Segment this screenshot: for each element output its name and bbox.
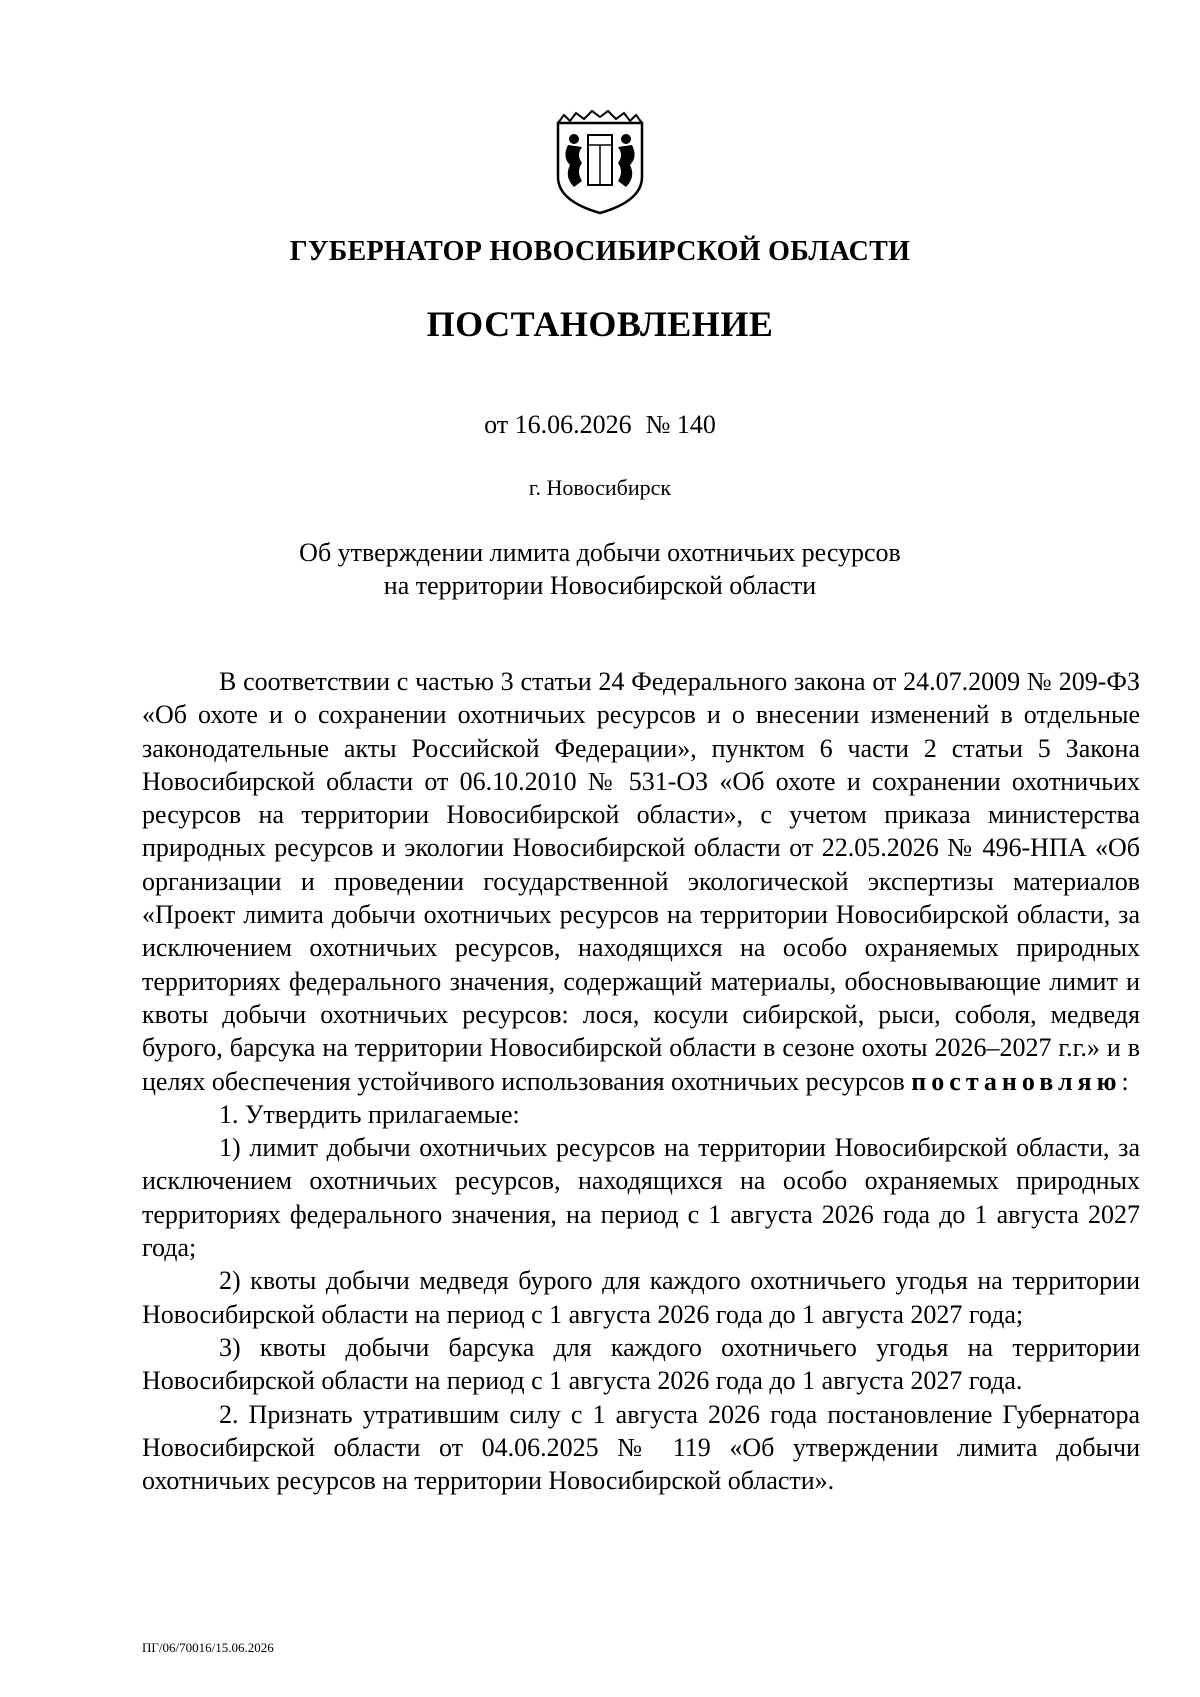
document-date: от 16.06.2026 [484, 410, 632, 439]
item-1-1: 1) лимит добычи охотничьих ресурсов на территории Новосибирской области, за исключением охотничьих ресурсов, находящихся на особо охраняемых природных территориях федерального значения, на период с 1 августа 2026 года до 1 августа 2027 года; [142, 1133, 1140, 1263]
subject-line-1: Об утверждении лимита добычи охотничьих ресурсов [299, 538, 901, 567]
coat-of-arms-emblem [554, 105, 646, 215]
preamble-text: В соответствии с частью 3 статьи 24 Федерального закона от 24.07.2009 № 209-ФЗ «Об охоте и о сохранении охотничьих ресурсов и о внесении изменений в отдельные законодательные акты Российской Федерации», пунктом 6 части 2 статьи 5 Закона Новосибирской области от 06.10.2010 № 531-ОЗ «Об охоте и сохранении охотничьих ресурсов на территории Новосибирской области», с учетом приказа министерства природных ресурсов и экологии Новосибирской области от 22.05.2026 № 496-НПА «Об организации и проведении государственной экологической экспертизы материалов «Проект лимита добычи охотничьих ресурсов на территории Новосибирской области, за исключением охотничьих ресурсов, находящихся на особо охраняемых природных территориях федерального значения, содержащий материалы, обосновывающие лимит и квоты добычи охотничьих ресурсов: лося, косули сибирской, рыси, соболя, медведя бурого, барсука на территории Новосибирской области в сезоне охоты 2026–2027 г.г.» и в целях обеспечения устойчивого использования охотничьих ресурсов [142, 667, 1140, 1096]
preamble-paragraph [142, 665, 1140, 1098]
document-body [142, 665, 1140, 1497]
document-code: ПГ/06/70016/15.06.2026 [142, 1640, 274, 1655]
document-type: ПОСТАНОВЛЕНИЕ [426, 304, 774, 344]
place-of-issue: г. Новосибирск [528, 475, 672, 500]
item-1-3: 3) квоты добычи барсука для каждого охотничьего угодья на территории Новосибирской области на период с 1 августа 2026 года до 1 августа 2027 года. [142, 1332, 1140, 1396]
subject-line-2: на территории Новосибирской области [383, 571, 817, 600]
item-1: 1. Утвердить прилагаемые: [219, 1099, 520, 1129]
item-2: 2. Признать утратившим силу с 1 августа 2026 года постановление Губернатора Новосибирской области от 04.06.2025 № 119 «Об утверждении лимита добычи охотничьих ресурсов на территории Новосибирской области». [142, 1399, 1140, 1496]
document-subject [0, 536, 1200, 602]
item-1-2: 2) квоты добычи медведя бурого для каждого охотничьего угодья на территории Новосибирской области на период с 1 августа 2026 года до 1 августа 2027 года; [142, 1266, 1140, 1329]
date-and-number [0, 410, 1200, 440]
decree-word: постановляю [911, 1066, 1122, 1096]
issuing-authority: ГУБЕРНАТОР НОВОСИБИРСКОЙ ОБЛАСТИ [289, 236, 911, 267]
decree-colon: : [1121, 1066, 1129, 1096]
document-number: № 140 [645, 410, 716, 439]
